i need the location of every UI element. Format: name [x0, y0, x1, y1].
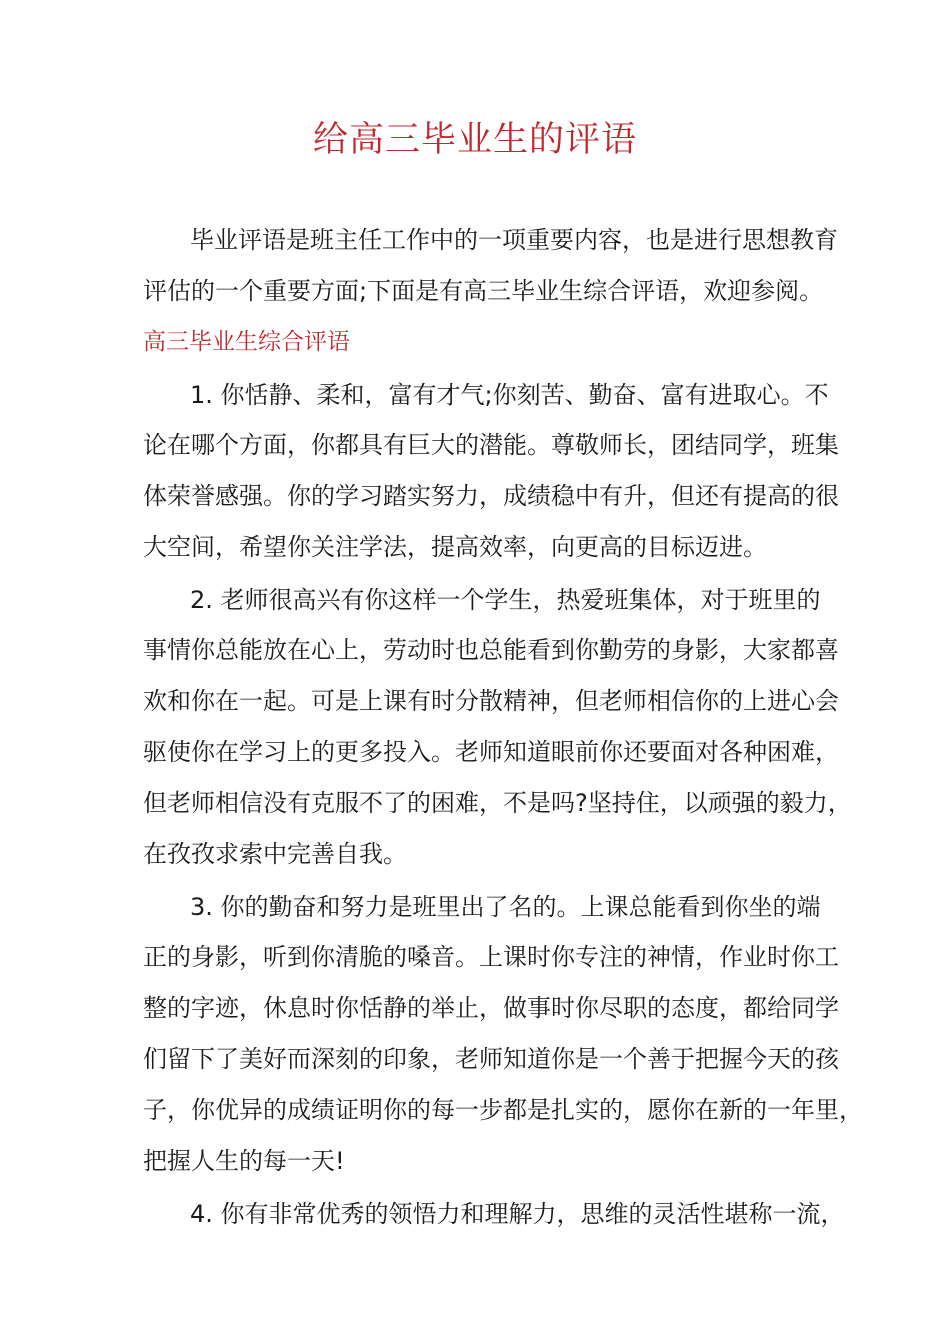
- item-2-line-2: 事情你总能放在心上，劳动时也总能看到你勤劳的身影，大家都喜: [143, 636, 839, 664]
- item-3-line-4: 们留下了美好而深刻的印象，老师知道你是一个善于把握今天的孩: [143, 1045, 839, 1073]
- item-3-line-5: 子，你优异的成绩证明你的每一步都是扎实的，愿你在新的一年里，: [143, 1096, 863, 1124]
- intro-line-2: 评估的一个重要方面;下面是有高三毕业生综合评语，欢迎参阅。: [143, 277, 824, 305]
- item-1-line-2: 论在哪个方面，你都具有巨大的潜能。尊敬师长，团结同学，班集: [143, 431, 839, 459]
- item-1-line-4: 大空间，希望你关注学法，提高效率，向更高的目标迈进。: [143, 533, 767, 561]
- document-title: 给高三毕业生的评语: [312, 120, 637, 160]
- item-2-line-3: 欢和你在一起。可是上课有时分散精神，但老师相信你的上进心会: [143, 687, 839, 715]
- intro-line-1: 毕业评语是班主任工作中的一项重要内容，也是进行思想教育: [190, 226, 838, 254]
- item-2-line-5: 但老师相信没有克服不了的困难，不是吗?坚持住，以顽强的毅力，: [143, 789, 852, 817]
- item-1-line-3: 体荣誉感强。你的学习踏实努力，成绩稳中有升，但还有提高的很: [143, 482, 839, 510]
- item-2-line-4: 驱使你在学习上的更多投入。老师知道眼前你还要面对各种困难，: [143, 738, 839, 766]
- item-4-line-1: 4. 你有非常优秀的领悟力和理解力，思维的灵活性堪称一流，: [190, 1200, 845, 1228]
- section-heading: 高三毕业生综合评语: [143, 329, 350, 355]
- item-3-line-3: 整的字迹，休息时你恬静的举止，做事时你尽职的态度，都给同学: [143, 994, 839, 1022]
- item-3-line-1: 3. 你的勤奋和努力是班里出了名的。上课总能看到你坐的端: [190, 893, 821, 921]
- item-2-line-6: 在孜孜求索中完善自我。: [143, 840, 407, 868]
- item-1-line-1: 1. 你恬静、柔和，富有才气;你刻苦、勤奋、富有进取心。不: [190, 381, 829, 409]
- item-3-line-2: 正的身影，听到你清脆的嗓音。上课时你专注的神情，作业时你工: [143, 943, 839, 971]
- item-2-line-1: 2. 老师很高兴有你这样一个学生，热爱班集体，对于班里的: [190, 586, 821, 614]
- item-3-line-6: 把握人生的每一天!: [143, 1147, 345, 1175]
